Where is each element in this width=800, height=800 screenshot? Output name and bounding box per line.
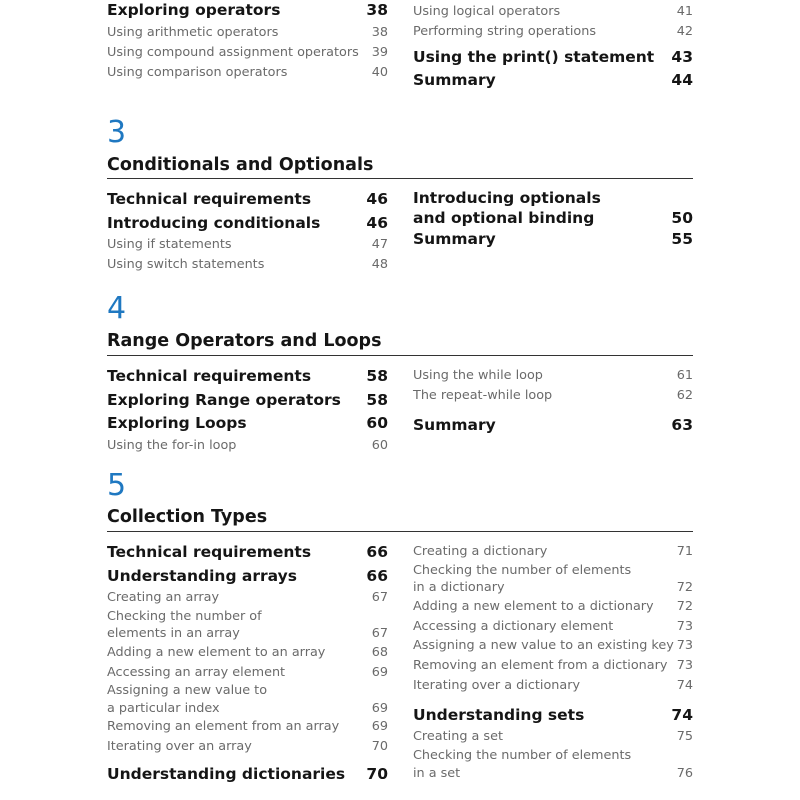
toc-entry-page: 70 <box>366 764 388 783</box>
toc-entry[interactable] <box>107 255 388 275</box>
toc-entry[interactable] <box>107 23 388 43</box>
toc-entry-page: 60 <box>366 414 388 432</box>
toc-entry-page: 72 <box>676 598 693 614</box>
chapter-5-right-column <box>413 542 693 782</box>
toc-entry-title: Removing an element from an array <box>107 719 340 735</box>
toc-entry-title: Understanding sets <box>413 705 585 724</box>
toc-entry-page: 71 <box>676 544 693 559</box>
toc-entry-page: 69 <box>371 664 388 680</box>
toc-entry-page: 62 <box>676 387 693 403</box>
toc-entry-title: Accessing an array element <box>107 664 286 680</box>
toc-entry-title: Exploring Loops <box>107 414 247 432</box>
toc-entry[interactable] <box>413 414 693 438</box>
toc-entry[interactable] <box>107 737 388 757</box>
toc-entry-page: 39 <box>371 44 388 60</box>
toc-entry-title-wrap <box>107 682 267 717</box>
toc-entry-title: Exploring operators <box>107 0 281 19</box>
toc-entry[interactable] <box>107 717 388 737</box>
toc-entry-page: 66 <box>366 566 388 585</box>
toc-entry-title: Using if statements <box>107 237 232 252</box>
toc-entry-page: 73 <box>676 618 693 634</box>
toc-entry[interactable] <box>413 366 693 386</box>
toc-entry[interactable] <box>107 643 388 663</box>
toc-entry[interactable] <box>413 747 693 782</box>
toc-entry[interactable] <box>107 365 388 389</box>
chapter-rule <box>107 178 693 179</box>
toc-entry[interactable] <box>413 597 693 617</box>
toc-entry-title-line1: Assigning a new value to <box>107 683 268 699</box>
chapter-5-left-column <box>107 541 388 786</box>
toc-entry[interactable] <box>413 228 693 252</box>
toc-entry-title-line1: Introducing optionals <box>413 189 601 207</box>
toc-entry-title: Assigning a new value to an existing key <box>413 638 674 654</box>
toc-entry-page: 42 <box>676 23 693 39</box>
toc-entry-title: and optional binding <box>413 209 595 227</box>
toc-entry-page: 46 <box>366 190 388 208</box>
toc-entry-page: 38 <box>371 25 388 40</box>
chapter-title[interactable]: Conditionals and Optionals <box>107 155 374 175</box>
toc-entry-page: 72 <box>676 580 693 596</box>
toc-entry[interactable] <box>413 636 693 656</box>
toc-entry[interactable] <box>107 565 388 589</box>
toc-entry[interactable] <box>107 389 388 413</box>
toc-entry[interactable] <box>413 188 693 228</box>
toc-entry-title: Understanding arrays <box>107 566 297 585</box>
toc-entry-title: Creating a dictionary <box>413 544 548 559</box>
chapter-4-left-column <box>107 365 388 455</box>
toc-entry[interactable] <box>413 46 693 70</box>
chapter-rule <box>107 355 693 356</box>
toc-entry-title: Adding a new element to an array <box>107 644 326 660</box>
toc-entry-title: Summary <box>413 230 496 248</box>
toc-entry-page: 63 <box>671 415 693 434</box>
toc-entry-title-line1: Checking the number of elements <box>413 562 632 578</box>
toc-entry-title: Using switch statements <box>107 256 265 272</box>
toc-entry-title: Summary <box>413 415 496 434</box>
toc-entry-title: Iterating over an array <box>107 739 252 755</box>
toc-entry[interactable] <box>107 682 388 717</box>
toc-entry-title: Technical requirements <box>107 190 312 208</box>
chapter-4-right-column <box>413 366 693 437</box>
toc-entry-page: 48 <box>371 256 388 272</box>
toc-entry[interactable] <box>413 676 693 696</box>
toc-entry-page: 40 <box>371 64 388 80</box>
chapter-3-left-column <box>107 188 388 275</box>
toc-entry-page: 69 <box>371 700 388 716</box>
toc-entry[interactable] <box>413 69 693 93</box>
toc-entry-title: Exploring Range operators <box>107 390 341 409</box>
toc-entry-page: 58 <box>366 390 388 409</box>
toc-entry-page: 74 <box>676 677 693 693</box>
toc-entry[interactable] <box>107 541 388 565</box>
toc-entry-page: 73 <box>676 638 693 654</box>
toc-entry-title: elements in an array <box>107 626 240 642</box>
toc-entry[interactable] <box>107 412 388 436</box>
toc-entry[interactable] <box>413 22 693 42</box>
toc-entry-page: 69 <box>371 719 388 735</box>
toc-entry-page: 76 <box>676 765 693 781</box>
toc-entry[interactable] <box>413 562 693 597</box>
toc-entry[interactable] <box>107 212 388 236</box>
toc-entry-title: Creating a set <box>413 729 503 745</box>
toc-entry-page: 47 <box>371 237 388 252</box>
toc-entry-page: 67 <box>371 590 388 605</box>
toc-entry[interactable] <box>413 727 693 747</box>
toc-entry-title: Accessing a dictionary element <box>413 618 614 634</box>
toc-entry-title: Technical requirements <box>107 543 312 561</box>
chapter-number: 3 <box>107 115 127 150</box>
toc-entry[interactable] <box>413 704 693 728</box>
toc-entry[interactable] <box>107 43 388 63</box>
toc-entry[interactable] <box>107 763 388 787</box>
toc-entry-page: 70 <box>371 739 388 755</box>
toc-entry[interactable] <box>107 436 388 456</box>
toc-entry-page: 74 <box>671 705 693 724</box>
toc-entry-title: in a set <box>413 765 461 781</box>
toc-entry-page: 68 <box>371 644 388 660</box>
toc-entry-title-wrap <box>413 562 631 597</box>
toc-entry[interactable] <box>413 2 693 22</box>
toc-entry-title: Using the while loop <box>413 368 543 383</box>
toc-entry-title: Using compound assignment operators <box>107 44 359 60</box>
chapter-rule <box>107 531 693 532</box>
toc-entry-page: 67 <box>371 626 388 642</box>
toc-entry[interactable] <box>107 588 388 608</box>
chapter-number: 4 <box>107 291 127 326</box>
toc-entry[interactable] <box>413 542 693 562</box>
toc-entry-title-wrap <box>413 747 631 782</box>
toc-entry-title: Creating an array <box>107 590 220 605</box>
toc-entry-title: Adding a new element to a dictionary <box>413 598 654 614</box>
toc-entry-page: 60 <box>371 437 388 453</box>
toc-entry-title-wrap <box>413 188 601 228</box>
chapter-2-right-column <box>413 2 693 93</box>
toc-entry[interactable] <box>107 63 388 83</box>
toc-entry-title: Summary <box>413 71 496 90</box>
toc-entry-title: in a dictionary <box>413 580 505 596</box>
toc-entry-page: 46 <box>366 213 388 232</box>
toc-entry-title: Using the print() statement <box>413 47 655 66</box>
toc-entry-title: Iterating over a dictionary <box>413 677 581 693</box>
toc-entry-title: a particular index <box>107 700 220 716</box>
toc-entry[interactable] <box>413 656 693 676</box>
toc-entry[interactable] <box>107 663 388 683</box>
chapter-2-left-column <box>107 0 388 82</box>
toc-entry-title: Technical requirements <box>107 367 312 385</box>
toc-entry-title: Using comparison operators <box>107 64 288 80</box>
toc-entry-title-wrap <box>107 608 262 643</box>
toc-entry-page: 58 <box>366 367 388 385</box>
toc-entry-page: 38 <box>366 0 388 19</box>
toc-entry-title: Introducing conditionals <box>107 213 321 232</box>
chapter-title[interactable]: Range Operators and Loops <box>107 331 382 351</box>
toc-entry-page: 44 <box>671 71 693 90</box>
chapter-3-right-column <box>413 188 693 252</box>
toc-entry-title-line1: Checking the number of <box>107 608 262 624</box>
toc-entry-title: The repeat-while loop <box>413 387 553 403</box>
toc-entry-title: Understanding dictionaries <box>107 764 346 783</box>
toc-entry-title: Performing string operations <box>413 23 596 39</box>
toc-entry-title: Using arithmetic operators <box>107 25 279 40</box>
toc-entry-title: Using the for-in loop <box>107 437 237 453</box>
toc-entry-page: 55 <box>671 230 693 248</box>
toc-entry[interactable] <box>107 0 388 22</box>
toc-entry-page: 61 <box>676 368 693 383</box>
toc-entry-title-line1: Checking the number of elements <box>413 748 632 764</box>
toc-entry-page: 66 <box>366 543 388 561</box>
toc-entry[interactable] <box>107 608 388 643</box>
toc-entry-page: 75 <box>676 729 693 745</box>
toc-entry[interactable] <box>413 386 693 406</box>
chapter-number: 5 <box>107 468 127 503</box>
toc-entry-page: 50 <box>671 209 693 227</box>
toc-entry[interactable] <box>107 188 388 212</box>
chapter-title[interactable]: Collection Types <box>107 507 268 527</box>
toc-entry-title: Using logical operators <box>413 4 561 19</box>
toc-entry-page: 41 <box>676 4 693 19</box>
toc-entry-title: Removing an element from a dictionary <box>413 658 668 674</box>
toc-entry[interactable] <box>107 235 388 255</box>
toc-entry-page: 43 <box>671 47 693 66</box>
toc-entry[interactable] <box>413 617 693 637</box>
toc-entry-page: 73 <box>676 658 693 674</box>
